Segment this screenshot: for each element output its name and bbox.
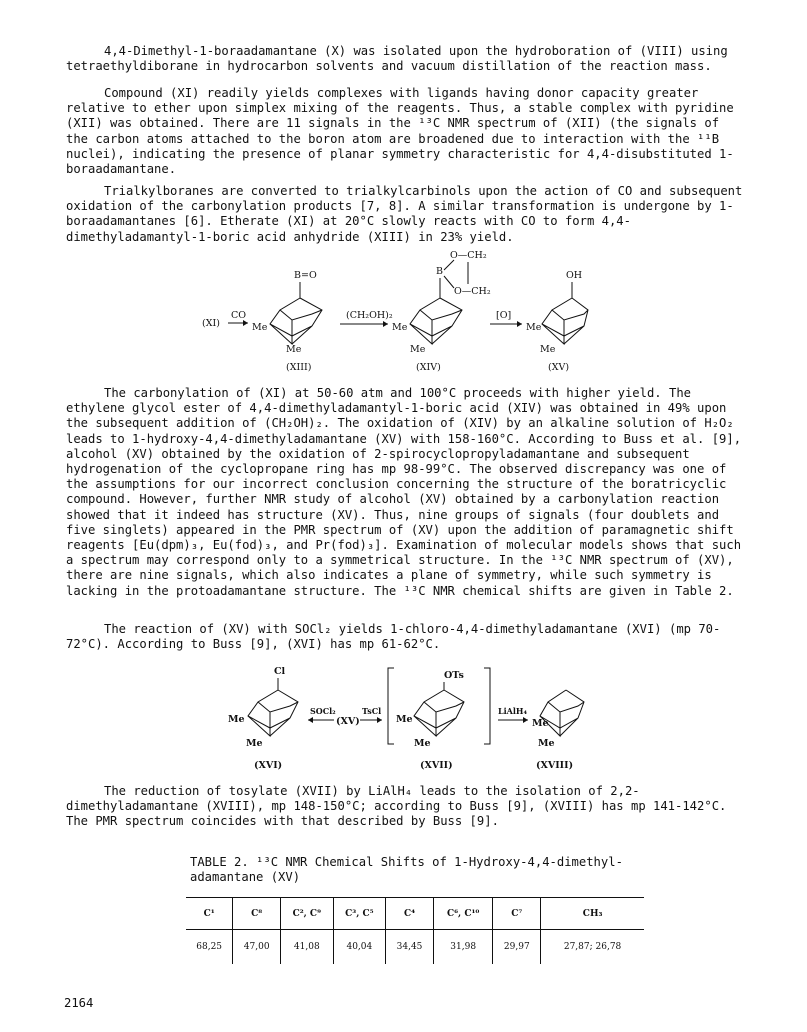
paragraph-2-text: Compound (XI) readily yields complexes with ligands having donor capacity greater relative to ether upon simplex mixing of the reagents. Thus, a stable complex with pyridine (XII) was obtained. There are 11 signals in the ¹³C NMR spectrum of (XII) (the signals of the carbon atoms attached to the boron atom are broadened due to interaction with the ¹¹B nuclei), indicating the presence of planar symmetry characteristic for 4,4-disubstituted 1-boraadamantane.	[66, 86, 734, 177]
table-header-cell: C², C⁹	[281, 898, 334, 930]
group-o-ch2-top: O—CH₂	[450, 250, 487, 261]
reaction-scheme-1	[200, 248, 590, 376]
me-label: Me	[396, 714, 413, 725]
label-xvii: (XVII)	[420, 760, 453, 771]
arrow-tscl-head	[377, 717, 382, 723]
arrow-lialh4-head	[523, 717, 528, 723]
group-cl: Cl	[274, 666, 286, 677]
label-xvi: (XVI)	[254, 760, 283, 771]
paragraph-1-text: 4,4-Dimethyl-1-boraadamantane (X) was isolated upon the hydroboration of (VIII) using tetraethyldiborane in hydrocarbon solvents and vacuum distillation of the reaction mass.	[66, 44, 728, 74]
adamantane-cage	[270, 282, 322, 344]
me-label: Me	[228, 714, 245, 725]
paragraph-4-text: The carbonylation of (XI) at 50-60 atm and 100°C proceeds with higher yield. The ethylene glycol ester of 4,4-dimethyladamantyl-1-boric acid (XIV) was obtained in 49% upon the subsequent addition of (CH₂OH)₂. The oxidation of (XIV) by an alkaline solution of H₂O₂ leads to 1-hydroxy-4,4-dimethyladamantane (XV) with 158-160°C. According to Buss et al. [9], alcohol (XV) obtained by the oxidation of 2-spirocyclopropyladamantane and subsequent hydrogenation of the cyclopropane ring has mp 98-99°C. The observed discrepancy was one of the assumptions for our incorrect conclusion concerning the structure of the boratricyclic compound. However, further NMR study of alcohol (XV) obtained by a carbonylation reaction showed that it indeed has structure (XV). Thus, nine groups of signals (four doublets and five singlets) appeared in the PMR spectrum of (XV) upon the addition of paramagnetic shift reagents [Eu(dpm)₃, Eu(fod)₃, and Pr(fod)₃]. Examination of molecular models shows that such a spectrum may correspond only to a symmetrical structure. In the ¹³C NMR spectrum of (XV), there are nine signals, which also indicates a plane of symmetry, while such symmetry is lacking in the protoadamantane structure. The ¹³C NMR chemical shifts are given in Table 2.	[66, 386, 742, 598]
paragraph-6	[66, 784, 746, 830]
group-oh: OH	[566, 270, 583, 281]
table-header-row	[186, 898, 644, 930]
reagent-co: CO	[231, 310, 247, 321]
table-cell: 31,98	[433, 930, 493, 964]
adamantane-cage	[414, 682, 464, 736]
paragraph-6-text: The reduction of tosylate (XVII) by LiAlH₄ leads to the isolation of 2,2-dimethyladamantane (XVIII), mp 148-150°C; according to Buss [9], (XVIII) has mp 141-142°C. The PMR spectrum coincides with that described by Buss [9].	[66, 784, 727, 829]
table-cell: 40,04	[333, 930, 386, 964]
label-xiii: (XIII)	[286, 362, 312, 373]
me-label: Me	[532, 718, 549, 729]
table-caption-line-1: TABLE 2. ¹³C NMR Chemical Shifts of 1-Hydroxy-4,4-dimethyl-	[190, 855, 623, 869]
molecule-xvii	[396, 670, 464, 749]
me-label: Me	[526, 322, 542, 333]
group-bo: B=O	[294, 270, 317, 281]
label-xiv: (XIV)	[416, 362, 441, 373]
paragraph-1	[66, 44, 746, 74]
me-label: Me	[286, 344, 302, 355]
table-cell: 29,97	[493, 930, 541, 964]
me-label: Me	[414, 738, 431, 749]
adamantane-cage	[248, 678, 298, 736]
paragraph-3	[66, 184, 746, 245]
reagent-oxidation: [O]	[496, 310, 512, 321]
reaction-scheme-2	[226, 664, 586, 774]
molecule-xvi	[228, 666, 298, 749]
paragraph-4	[66, 386, 746, 599]
nmr-shift-table	[186, 897, 644, 964]
table-cell: 68,25	[196, 941, 223, 952]
paragraph-3-text: Trialkylboranes are converted to trialkylcarbinols upon the action of CO and subsequent oxidation of the carbonylation products [7, 8]. A similar transformation is undergone by 1-boraadamantanes [6]. Etherate (XI) at 20°C slowly reacts with CO to form 4,4-dimethyladamantyl-1-boric acid anhydride (XIII) in 23% yield.	[66, 184, 743, 244]
table-header-cell: CH₃	[541, 898, 644, 930]
table-cell: 27,87; 26,78	[541, 930, 644, 964]
table-header-cell: C⁸	[233, 898, 281, 930]
boron-label: B	[436, 266, 443, 277]
group-o-ch2-bottom: O—CH₂	[454, 286, 491, 297]
molecule-xiii	[252, 270, 322, 355]
me-label: Me	[252, 322, 268, 333]
label-xv: (XV)	[548, 362, 570, 373]
reagent-ethylene-glycol: (CH₂OH)₂	[346, 310, 393, 321]
me-label: Me	[392, 322, 408, 333]
paragraph-5-text: The reaction of (XV) with SOCl₂ yields 1-chloro-4,4-dimethyladamantane (XVI) (mp 70-72°C). According to Buss [9], (XVI) has mp 61-62°C.	[66, 622, 721, 652]
arrow-3-head	[517, 321, 522, 327]
brackets	[388, 668, 490, 744]
table-header-cell: C¹	[203, 908, 215, 919]
me-label: Me	[410, 344, 426, 355]
page-number: 2164	[64, 996, 94, 1010]
table-cell: 47,00	[233, 930, 281, 964]
table-cell: 34,45	[386, 930, 434, 964]
table-header-cell: C⁶, C¹⁰	[433, 898, 493, 930]
me-label: Me	[538, 738, 555, 749]
label-xviii: (XVIII)	[536, 760, 574, 771]
table-header-cell: C⁴	[386, 898, 434, 930]
paragraph-2	[66, 86, 746, 177]
me-label: Me	[540, 344, 556, 355]
table-cell: 41,08	[281, 930, 334, 964]
molecule-xiv	[392, 250, 491, 355]
table-caption-line-2: adamantane (XV)	[190, 870, 301, 884]
reagent-lialh4: LiAlH₄	[498, 706, 527, 716]
arrow-2-head	[383, 321, 388, 327]
reagent-socl2: SOCl₂	[310, 706, 336, 716]
group-ots: OTs	[444, 670, 464, 681]
table-caption	[190, 855, 710, 885]
me-label: Me	[246, 738, 263, 749]
middle-compound: (XV)	[336, 716, 360, 727]
paragraph-5	[66, 622, 746, 652]
arrow-socl2-head	[308, 717, 313, 723]
table-header-cell: C³, C⁵	[333, 898, 386, 930]
adamantane-cage	[540, 690, 584, 736]
scheme1-start-label: (XI)	[202, 318, 220, 329]
molecule-xv	[526, 270, 588, 355]
molecule-xviii	[532, 690, 584, 749]
adamantane-cage	[542, 282, 588, 344]
table-row	[186, 930, 644, 964]
table-header-cell: C⁷	[493, 898, 541, 930]
reagent-tscl: TsCl	[362, 706, 382, 716]
